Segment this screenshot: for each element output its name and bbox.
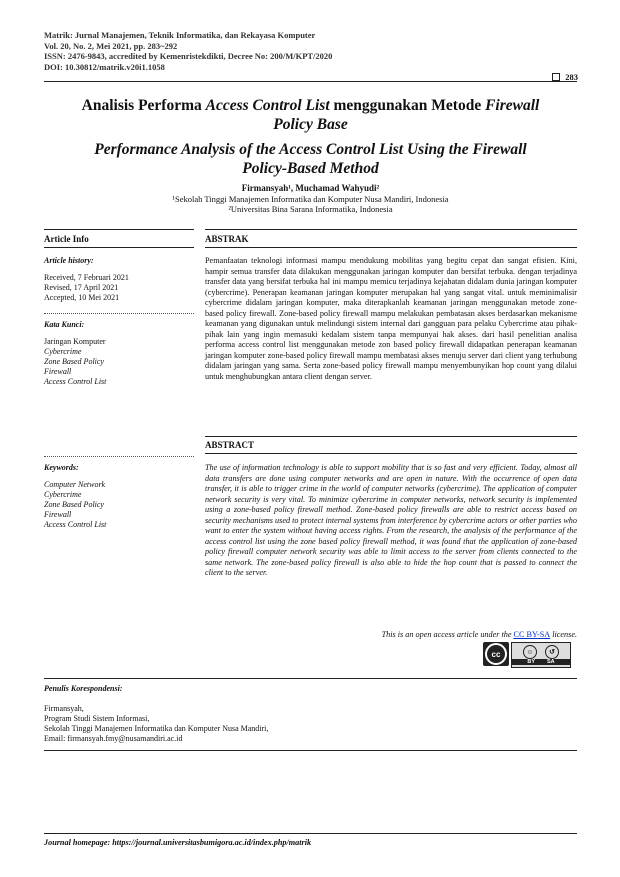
cc-logo-icon: cc xyxy=(483,642,509,666)
keyword-item: Computer Network xyxy=(44,480,106,489)
keyword-item: Firewall xyxy=(44,510,72,519)
header-rule xyxy=(44,81,577,82)
corresponding-author xyxy=(44,704,268,744)
kata-kunci-item: Access Control List xyxy=(44,377,107,386)
person-icon: ☺ xyxy=(523,645,537,659)
corresponding-rule-bottom xyxy=(44,750,577,751)
journal-header xyxy=(44,30,332,72)
corresponding-name: Firmansyah, xyxy=(44,704,84,713)
history-label: Article history: xyxy=(44,256,94,265)
keywords-divider xyxy=(44,456,194,457)
title-english: Performance Analysis of the Access Control List Using the Firewall Policy-Based Method xyxy=(94,141,527,177)
doi-info: DOI: 10.30812/matrik.v20i1.1058 xyxy=(44,61,165,72)
kata-kunci-label: Kata Kunci: xyxy=(44,320,85,329)
footer-rule xyxy=(44,833,577,834)
abstrak-heading: ABSTRAK xyxy=(205,234,249,244)
journal-homepage: Journal homepage: https://journal.universitasbumigora.ac.id/index.php/matrik xyxy=(44,838,312,847)
article-info-heading: Article Info xyxy=(44,234,89,244)
abstract-heading: ABSTRACT xyxy=(205,440,255,450)
article-info-rule-bottom xyxy=(44,247,194,248)
journal-name: Matrik: Jurnal Manajemen, Teknik Informatika, dan Rekayasa Komputer xyxy=(44,30,316,40)
share-alike-icon: ↺ xyxy=(545,645,559,659)
keywords-block xyxy=(44,463,194,530)
license-link[interactable]: CC BY-SA xyxy=(513,630,551,639)
corresponding-rule-top xyxy=(44,678,577,679)
corresponding-dept: Program Studi Sistem Informasi, xyxy=(44,714,150,723)
affiliation-2: ²Universitas Bina Sarana Informatika, Indonesia xyxy=(228,204,393,214)
abstrak-body xyxy=(205,256,577,382)
license-line: This is an open access article under the CC BY-SA license. xyxy=(381,630,577,639)
kata-kunci-item: Cybercrime xyxy=(44,347,82,356)
abstrak-rule-bottom xyxy=(205,247,577,248)
issn-info: ISSN: 2476-9843, accredited by Kemenristekdikti, Decree No: 200/M/KPT/2020 xyxy=(44,51,333,62)
homepage-link[interactable]: https://journal.universitasbumigora.ac.id/index.php/matrik xyxy=(110,838,312,847)
title-indonesian: Analisis Performa Access Control List menggunakan Metode Firewall Policy Base xyxy=(81,97,540,133)
corresponding-institution: Sekolah Tinggi Manajemen Informatika dan Komputer Nusa Mandiri, xyxy=(44,724,269,733)
square-icon xyxy=(552,73,560,81)
abstrak-text: Pemanfaatan teknologi informasi mampu mendukung mobilitas yang begitu cepat dan sangat efisien. Kini, hampir semua transfer data dilakukan menggunakan jaringan komputer dan bersifat terbuka. dengan terjadinya transfer data yang bersifat terbuka hal ini mampu memicu terjadinya kejahatan didalam dunia jaringan komputer (cybercrime). Penerapan keamanan jaringan komputer merupakan hal yang sangat vital. untuk meminimalisir cybercrime didalam jaringan komputer, maka diterapkanlah keamanan jaringan menggunakan metode zone-based policy firewall. Zone-based policy firewall mampu melakukan pembatasan akses berdasarkan mekanisme keamanan yang digunakan untuk melindungi sistem internal dari gangguan para pelaku Cybercrime atau pihak-pihak lain yang ingin memasuki kedalam sistem tanpa mempunyai hak akses. dari hasil penelitian analisa performa access control list menggunakan metode zon based policy firewall didapatkan penerapan keamanan jaringan komputer zone-based policy firewall mampu membatasi akses menuju server dari client yang terhubung didalam jaringan yang sama. Serta zone-based policy firewall mampu menyembunyikan hop count yang dilalui untuk menghubungkan antara client dengan server. xyxy=(205,256,577,381)
abstract-rule-top xyxy=(205,436,577,437)
keywords-label: Keywords: xyxy=(44,463,79,472)
article-info-rule-top xyxy=(44,229,194,230)
kata-kunci-item: Firewall xyxy=(44,367,72,376)
corresponding-email: Email: firmansyah.fmy@nusamandiri.ac.id xyxy=(44,734,183,743)
abstract-body xyxy=(205,463,577,579)
abstrak-rule-top xyxy=(205,229,577,230)
corresponding-label: Penulis Korespondensi: xyxy=(44,684,123,693)
authors-block xyxy=(44,183,577,214)
kata-kunci-block xyxy=(44,320,194,387)
abstract-text: The use of information technology is able to support mobility that is so fast and very efficient. Today, almost all data transfers are done using computer networks and are open in nature. With the occurrence of open data transfer, it is able to trigger crime in the world of computer networks (cybercrime). The application of computer network security is very vital. To minimize cybercrime in computer networks, network security is implemented using a zone-based policy firewall method. Zone-based policy firewalls are able to restrict access based on security mechanisms used to protect internal systems from interference by cybercrime actors or other parties who want to enter the system without having access rights. From the research, the analysis of the performance of the access control list using the zone based policy firewall method, it was found that the application of zone-based policy firewall computer network security was able to limit access to the server from clients connected to the same network. The zone-based policy firewall is also able to hide the hop count that is passed to connect the client to the server. xyxy=(205,463,577,577)
author-names: Firmansyah¹, Muchamad Wahyudi² xyxy=(241,183,380,193)
received-date: Received, 7 Februari 2021 xyxy=(44,273,129,282)
accepted-date: Accepted, 10 Mei 2021 xyxy=(44,293,120,302)
revised-date: Revised, 17 April 2021 xyxy=(44,283,119,292)
article-history xyxy=(44,256,194,303)
cc-by-sa-badge[interactable]: cc ☺ ↺ BY SA xyxy=(483,642,571,668)
keyword-item: Access Control List xyxy=(44,520,107,529)
abstract-rule-bottom xyxy=(205,453,577,454)
kata-kunci-item: Jaringan Komputer xyxy=(44,337,106,346)
volume-info: Vol. 20, No. 2, Mei 2021, pp. 283~292 xyxy=(44,40,178,51)
keyword-item: Cybercrime xyxy=(44,490,82,499)
page-number: 283 xyxy=(552,72,578,82)
keyword-item: Zone Based Policy xyxy=(44,500,104,509)
kata-kunci-item: Zone Based Policy xyxy=(44,357,104,366)
history-divider xyxy=(44,313,194,314)
affiliation-1: ¹Sekolah Tinggi Manajemen Informatika dan Komputer Nusa Mandiri, Indonesia xyxy=(172,194,449,204)
